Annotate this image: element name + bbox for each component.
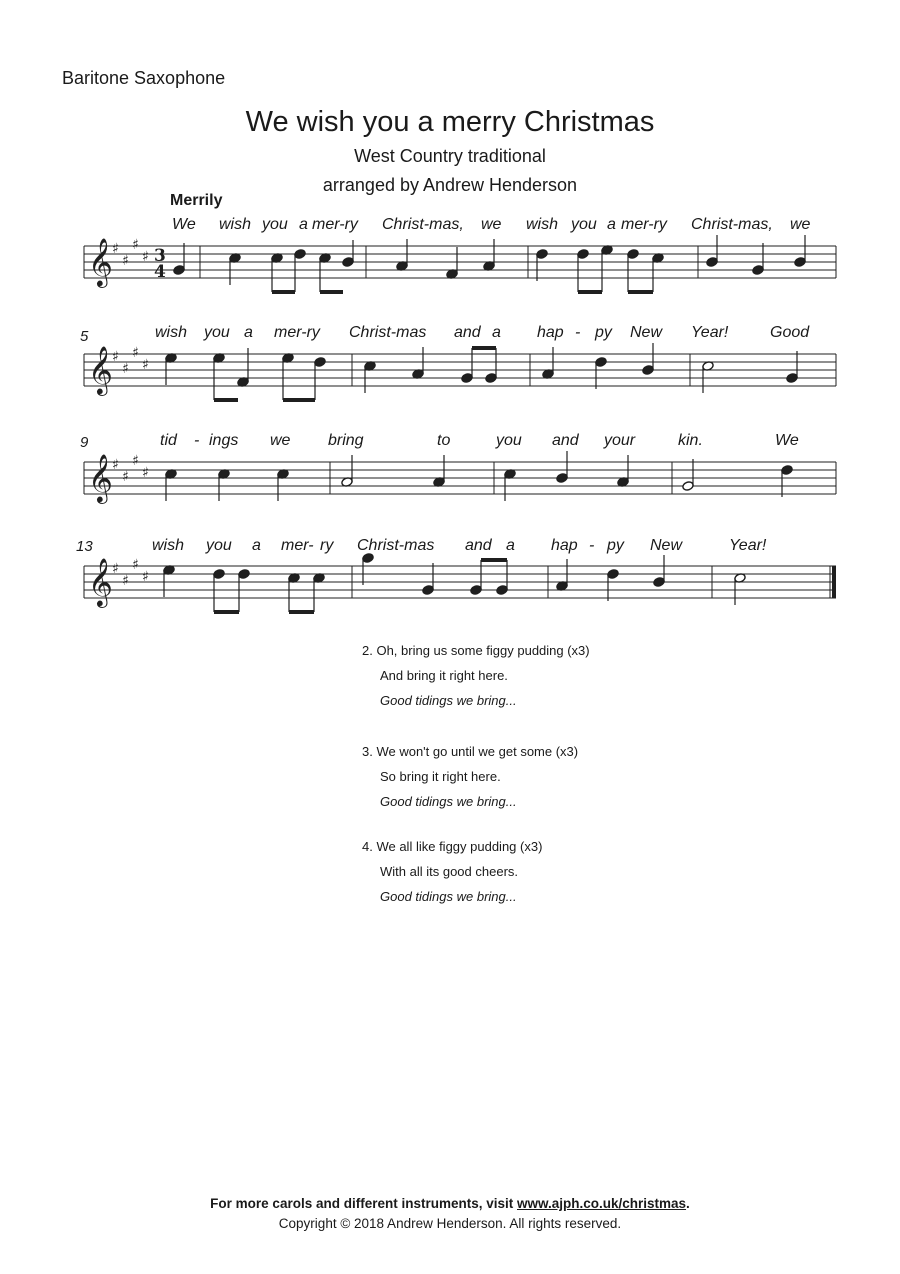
- sharp-sign: ♯: [142, 569, 149, 585]
- note-head: [536, 249, 548, 260]
- lyric: mer-ry: [312, 216, 358, 233]
- verse-line: With all its good cheers.: [380, 864, 519, 879]
- measure-number: 13: [76, 538, 93, 555]
- lyric: we: [790, 216, 811, 233]
- sharp-sign: ♯: [132, 345, 139, 361]
- measure-number: 5: [80, 328, 89, 345]
- note-head: [556, 473, 568, 484]
- treble-clef: 𝄞: [88, 557, 113, 606]
- lyric: Christ-mas: [357, 537, 435, 554]
- lyric: you: [206, 537, 232, 554]
- note-head: [294, 249, 306, 260]
- note-head: [786, 373, 798, 384]
- lyric: you: [204, 324, 230, 341]
- note-head: [607, 569, 619, 580]
- lyric: ings: [209, 432, 239, 449]
- treble-clef: 𝄞: [88, 453, 113, 502]
- note-head: [470, 585, 482, 596]
- lyric: to: [437, 432, 451, 449]
- verse-refrain: Good tidings we bring...: [380, 693, 517, 708]
- instrument-name: Baritone Saxophone: [62, 68, 226, 88]
- lyric: -: [194, 432, 200, 449]
- verse-line: So bring it right here.: [380, 769, 501, 784]
- lyric: We: [775, 432, 799, 449]
- sharp-sign: ♯: [132, 237, 139, 253]
- lyric: your: [604, 432, 636, 449]
- footer-text: For more carols and different instruments, visit: [210, 1196, 517, 1211]
- note-head: [752, 265, 764, 276]
- lyric: a: [607, 216, 616, 233]
- verse-refrain: Good tidings we bring...: [380, 794, 517, 809]
- lyric: mer-: [281, 537, 314, 554]
- lyric: hap: [551, 537, 578, 554]
- lyric: -: [575, 324, 581, 341]
- subtitle: West Country traditional: [354, 146, 546, 166]
- treble-clef: 𝄞: [88, 237, 113, 286]
- sharp-sign: ♯: [142, 465, 149, 481]
- lyric: ry: [320, 537, 334, 554]
- note-head: [653, 577, 665, 588]
- sharp-sign: ♯: [132, 453, 139, 469]
- sharp-sign: ♯: [112, 561, 119, 577]
- lyric: Year!: [729, 537, 767, 554]
- note-head: [577, 249, 589, 260]
- arranger-credit: arranged by Andrew Henderson: [322, 175, 578, 195]
- lyric: and: [552, 432, 579, 449]
- note-head: [706, 257, 718, 268]
- note-head: [794, 257, 806, 268]
- sharp-sign: ♯: [142, 249, 149, 265]
- website-link[interactable]: www.ajph.co.uk/christmas: [517, 1196, 687, 1211]
- verse-line: And bring it right here.: [380, 668, 508, 683]
- lyric: Christ-mas: [349, 324, 427, 341]
- lyric: you: [571, 216, 597, 233]
- sharp-sign: ♯: [142, 357, 149, 373]
- page-title: We wish you a merry Christmas: [245, 106, 655, 138]
- verse-4: [362, 834, 542, 909]
- lyric: a: [506, 537, 515, 554]
- measure-number: 9: [80, 434, 89, 451]
- verse-line: 2. Oh, bring us some figgy pudding (x3): [362, 643, 590, 658]
- sharp-sign: ♯: [122, 573, 129, 589]
- lyric: and: [454, 324, 481, 341]
- note-head: [173, 265, 185, 276]
- note-head: [342, 257, 354, 268]
- treble-clef: 𝄞: [88, 345, 113, 394]
- note-head: [627, 249, 639, 260]
- verse-2: [362, 638, 590, 713]
- lyric: wish: [219, 216, 252, 233]
- lyric: we: [481, 216, 502, 233]
- note-head: [314, 357, 326, 368]
- note-head: [485, 373, 497, 384]
- lyric: py: [607, 537, 624, 554]
- lyric: mer-ry: [274, 324, 320, 341]
- lyric: hap: [537, 324, 564, 341]
- footer-period: .: [686, 1196, 690, 1211]
- note-head: [213, 569, 225, 580]
- time-signature-top: 3: [154, 246, 166, 266]
- lyric: bring: [328, 432, 364, 449]
- lyric: -: [589, 537, 595, 554]
- verse-line: 3. We won't go until we get some (x3): [362, 744, 579, 759]
- lyric: New: [650, 537, 683, 554]
- sharp-sign: ♯: [112, 457, 119, 473]
- lyric: Christ-mas,: [691, 216, 773, 233]
- lyric: tid: [160, 432, 177, 449]
- lyric: a: [492, 324, 501, 341]
- note-head: [238, 569, 250, 580]
- verse-line: 4. We all like figgy pudding (x3): [362, 839, 543, 854]
- time-signature-bottom: 4: [154, 262, 166, 282]
- lyric: a: [299, 216, 308, 233]
- lyric: mer-ry: [621, 216, 667, 233]
- note-head: [461, 373, 473, 384]
- sharp-sign: ♯: [122, 469, 129, 485]
- note-head: [496, 585, 508, 596]
- verse-refrain: Good tidings we bring...: [380, 889, 517, 904]
- sharp-sign: ♯: [112, 349, 119, 365]
- tempo-marking: Merrily: [170, 192, 223, 209]
- lyric: wish: [152, 537, 185, 554]
- lyric: New: [630, 324, 663, 341]
- note-head: [682, 481, 694, 492]
- note-head: [422, 585, 434, 596]
- lyric: py: [595, 324, 612, 341]
- verse-3: [362, 739, 578, 814]
- footer-more-info: [0, 1196, 900, 1211]
- lyric: you: [262, 216, 288, 233]
- lyric: wish: [155, 324, 188, 341]
- lyric: and: [465, 537, 492, 554]
- sharp-sign: ♯: [122, 253, 129, 269]
- lyric: kin.: [678, 432, 703, 449]
- sharp-sign: ♯: [112, 241, 119, 257]
- note-head: [595, 357, 607, 368]
- lyric: Year!: [691, 324, 729, 341]
- note-head: [781, 465, 793, 476]
- lyric: We: [172, 216, 196, 233]
- copyright: Copyright © 2018 Andrew Henderson. All rights reserved.: [278, 1216, 622, 1231]
- lyric: we: [270, 432, 291, 449]
- lyric: you: [496, 432, 522, 449]
- lyric: Good: [770, 324, 810, 341]
- lyric: Christ-mas,: [382, 216, 464, 233]
- lyric: a: [252, 537, 261, 554]
- lyric: a: [244, 324, 253, 341]
- sharp-sign: ♯: [122, 361, 129, 377]
- sharp-sign: ♯: [132, 557, 139, 573]
- note-head: [642, 365, 654, 376]
- lyric: wish: [526, 216, 559, 233]
